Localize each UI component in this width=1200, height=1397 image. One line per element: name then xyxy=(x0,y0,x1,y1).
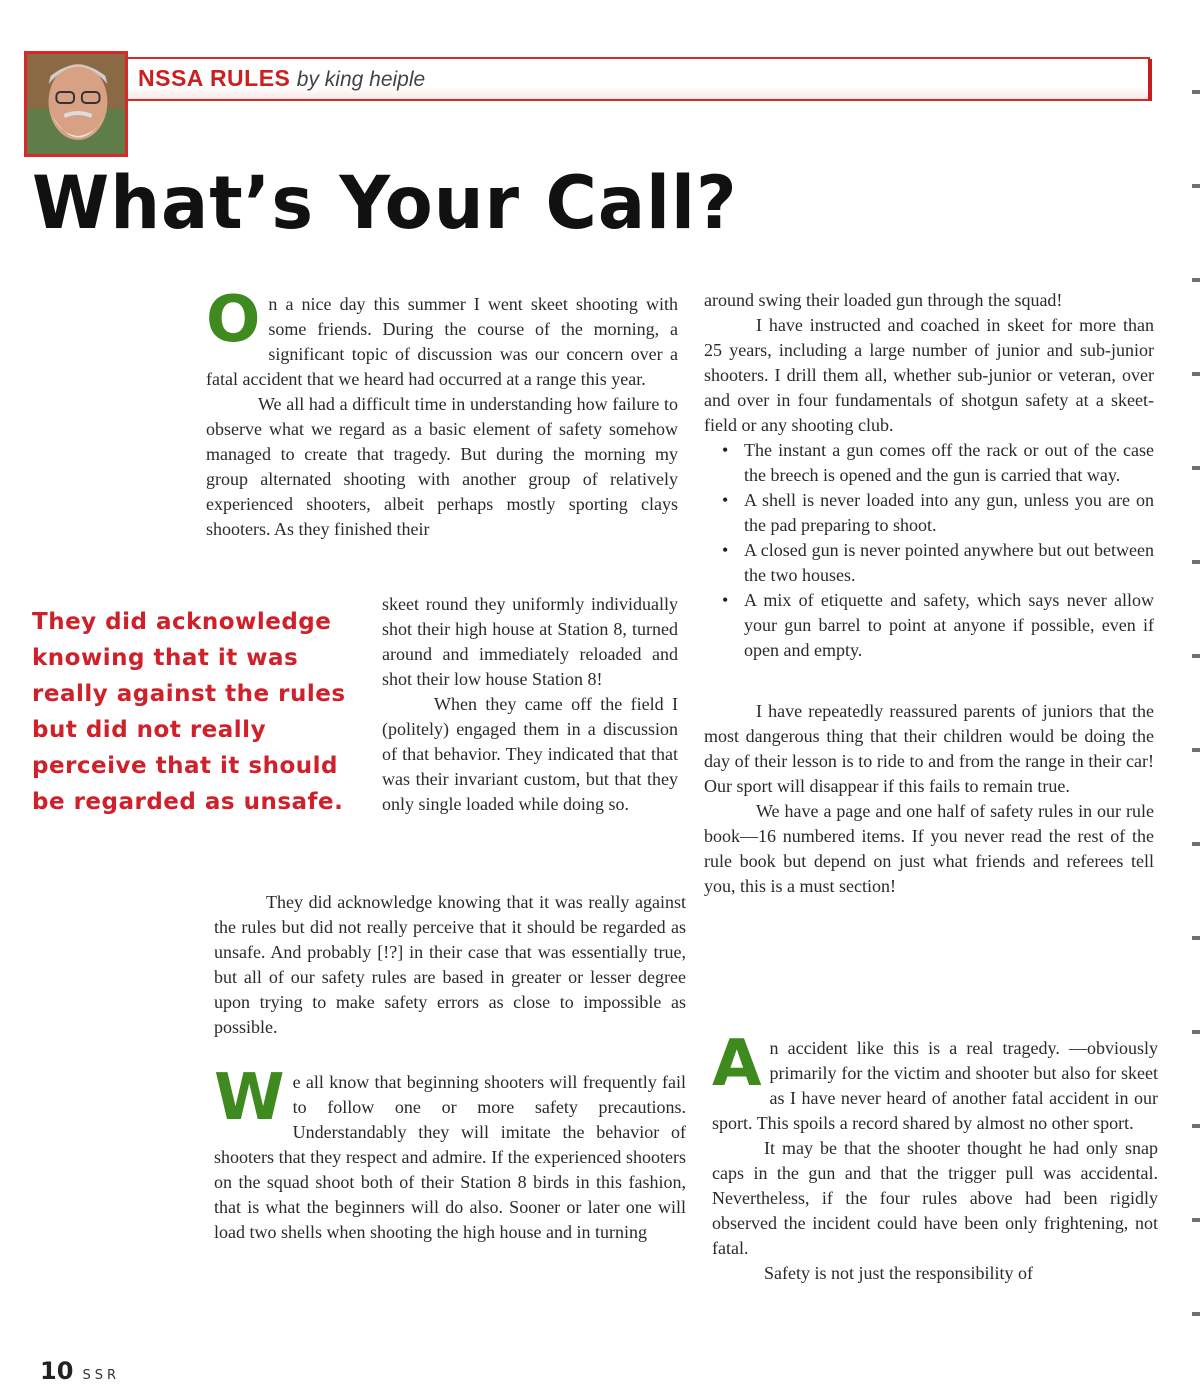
paragraph: around swing their loaded gun through the squad! xyxy=(704,290,1063,310)
section-label: NSSA RULES xyxy=(138,65,291,91)
drop-cap: W xyxy=(214,1061,285,1135)
pull-quote: They did acknowledge knowing that it was really against the rules but did not really perceive that it should be regarded as unsafe. xyxy=(32,609,346,815)
column-1-bottom xyxy=(214,890,686,1245)
column-2-bottom xyxy=(712,1027,1158,1286)
drop-cap: A xyxy=(712,1027,762,1101)
paragraph: Safety is not just the responsibility of xyxy=(764,1263,1033,1283)
paragraph: We all had a difficult time in understanding how failure to observe what we regard as a basic element of safety somehow managed to create that tragedy. But during the morning my group alternated shooting with another group of relatively experienced shooters, albeit perhaps mostly sporting clays shooters. As they finished their xyxy=(206,394,678,539)
magazine-name: SSR xyxy=(82,1368,121,1383)
paragraph: I have instructed and coached in skeet for more than 25 years, including a large number of junior and sub-junior shooters. I drill them all, whether sub-junior or veteran, over and over in four fundamentals of shotgun safety at a skeet-field or any shooting club. xyxy=(704,315,1154,435)
paragraph: They did acknowledge knowing that it was really against the rules but did not really perceive that it should be regarded as unsafe. And probably [!?] in their case that was essentially true, but all of our safety rules are based in greater or lesser degree upon trying to make safety errors as close to impossible as possible. xyxy=(214,892,686,1037)
page-number: 10 xyxy=(40,1357,74,1385)
column-2-top xyxy=(704,288,1154,899)
article-title: What’s Your Call? xyxy=(32,159,738,247)
column-1-top xyxy=(206,283,678,542)
section-header-bar xyxy=(128,57,1150,101)
column-1-narrow xyxy=(382,592,678,817)
list-item: • A mix of etiquette and safety, which says never allow your gun barrel to point at anyone if possible, even if open and empty. xyxy=(734,588,1154,663)
paragraph: n a nice day this summer I went skeet shooting with some friends. During the course of the morning, a significant topic of discussion was our concern over a fatal accident that we heard had occurred at a range this year. xyxy=(206,294,678,389)
paragraph: I have repeatedly reassured parents of juniors that the most dangerous thing that their children would be doing the day of their lesson is to ride to and from the range in their car! Our sport will disappear if this fails to remain true. xyxy=(704,701,1154,796)
paragraph: e all know that beginning shooters will frequently fail to follow one or more safety precautions. Understandably they will imitate the behavior of shooters that they respect and admire. If the experienced shooters on the squad shoot both of their Station 8 birds in this fashion, that is what the beginners will do also. Sooner or later one will load two shells when shooting the high house and in turning xyxy=(214,1072,686,1242)
scan-edge-marks xyxy=(1192,0,1200,1397)
page-folio xyxy=(40,1357,120,1385)
paragraph: It may be that the shooter thought he had only snap caps in the gun and that the trigger pull was accidental. Nevertheless, if the four rules above had been rigidly observed the incident could have been only frightening, not fatal. xyxy=(712,1138,1158,1258)
drop-cap: O xyxy=(206,283,261,357)
safety-rules-list xyxy=(704,438,1154,663)
paragraph: When they came off the field I (politely) engaged them in a discussion of that behavior. They indicated that that was their invariant custom, but that they only single loaded while doing so. xyxy=(382,694,678,814)
author-photo xyxy=(24,51,128,157)
paragraph: We have a page and one half of safety rules in our rule book—16 numbered items. If you never read the rest of the rule book but depend on just what friends and referees tell you, this is a must section! xyxy=(704,801,1154,896)
section-header xyxy=(138,65,425,92)
list-item: • A closed gun is never pointed anywhere but out between the two houses. xyxy=(734,538,1154,588)
author-byline: by king heiple xyxy=(296,68,426,91)
paragraph: skeet round they uniformly individually shot their high house at Station 8, turned around and immediately reloaded and shot their low house Station 8! xyxy=(382,594,678,689)
paragraph: n accident like this is a real tragedy. —obviously primarily for the victim and shooter but also for skeet as I have never heard of another fatal accident in our sport. This spoils a record shared by almost no other sport. xyxy=(712,1038,1158,1133)
list-item: • A shell is never loaded into any gun, unless you are on the pad preparing to shoot. xyxy=(734,488,1154,538)
list-item: • The instant a gun comes off the rack or out of the case the breech is opened and the gun is carried that way. xyxy=(734,438,1154,488)
